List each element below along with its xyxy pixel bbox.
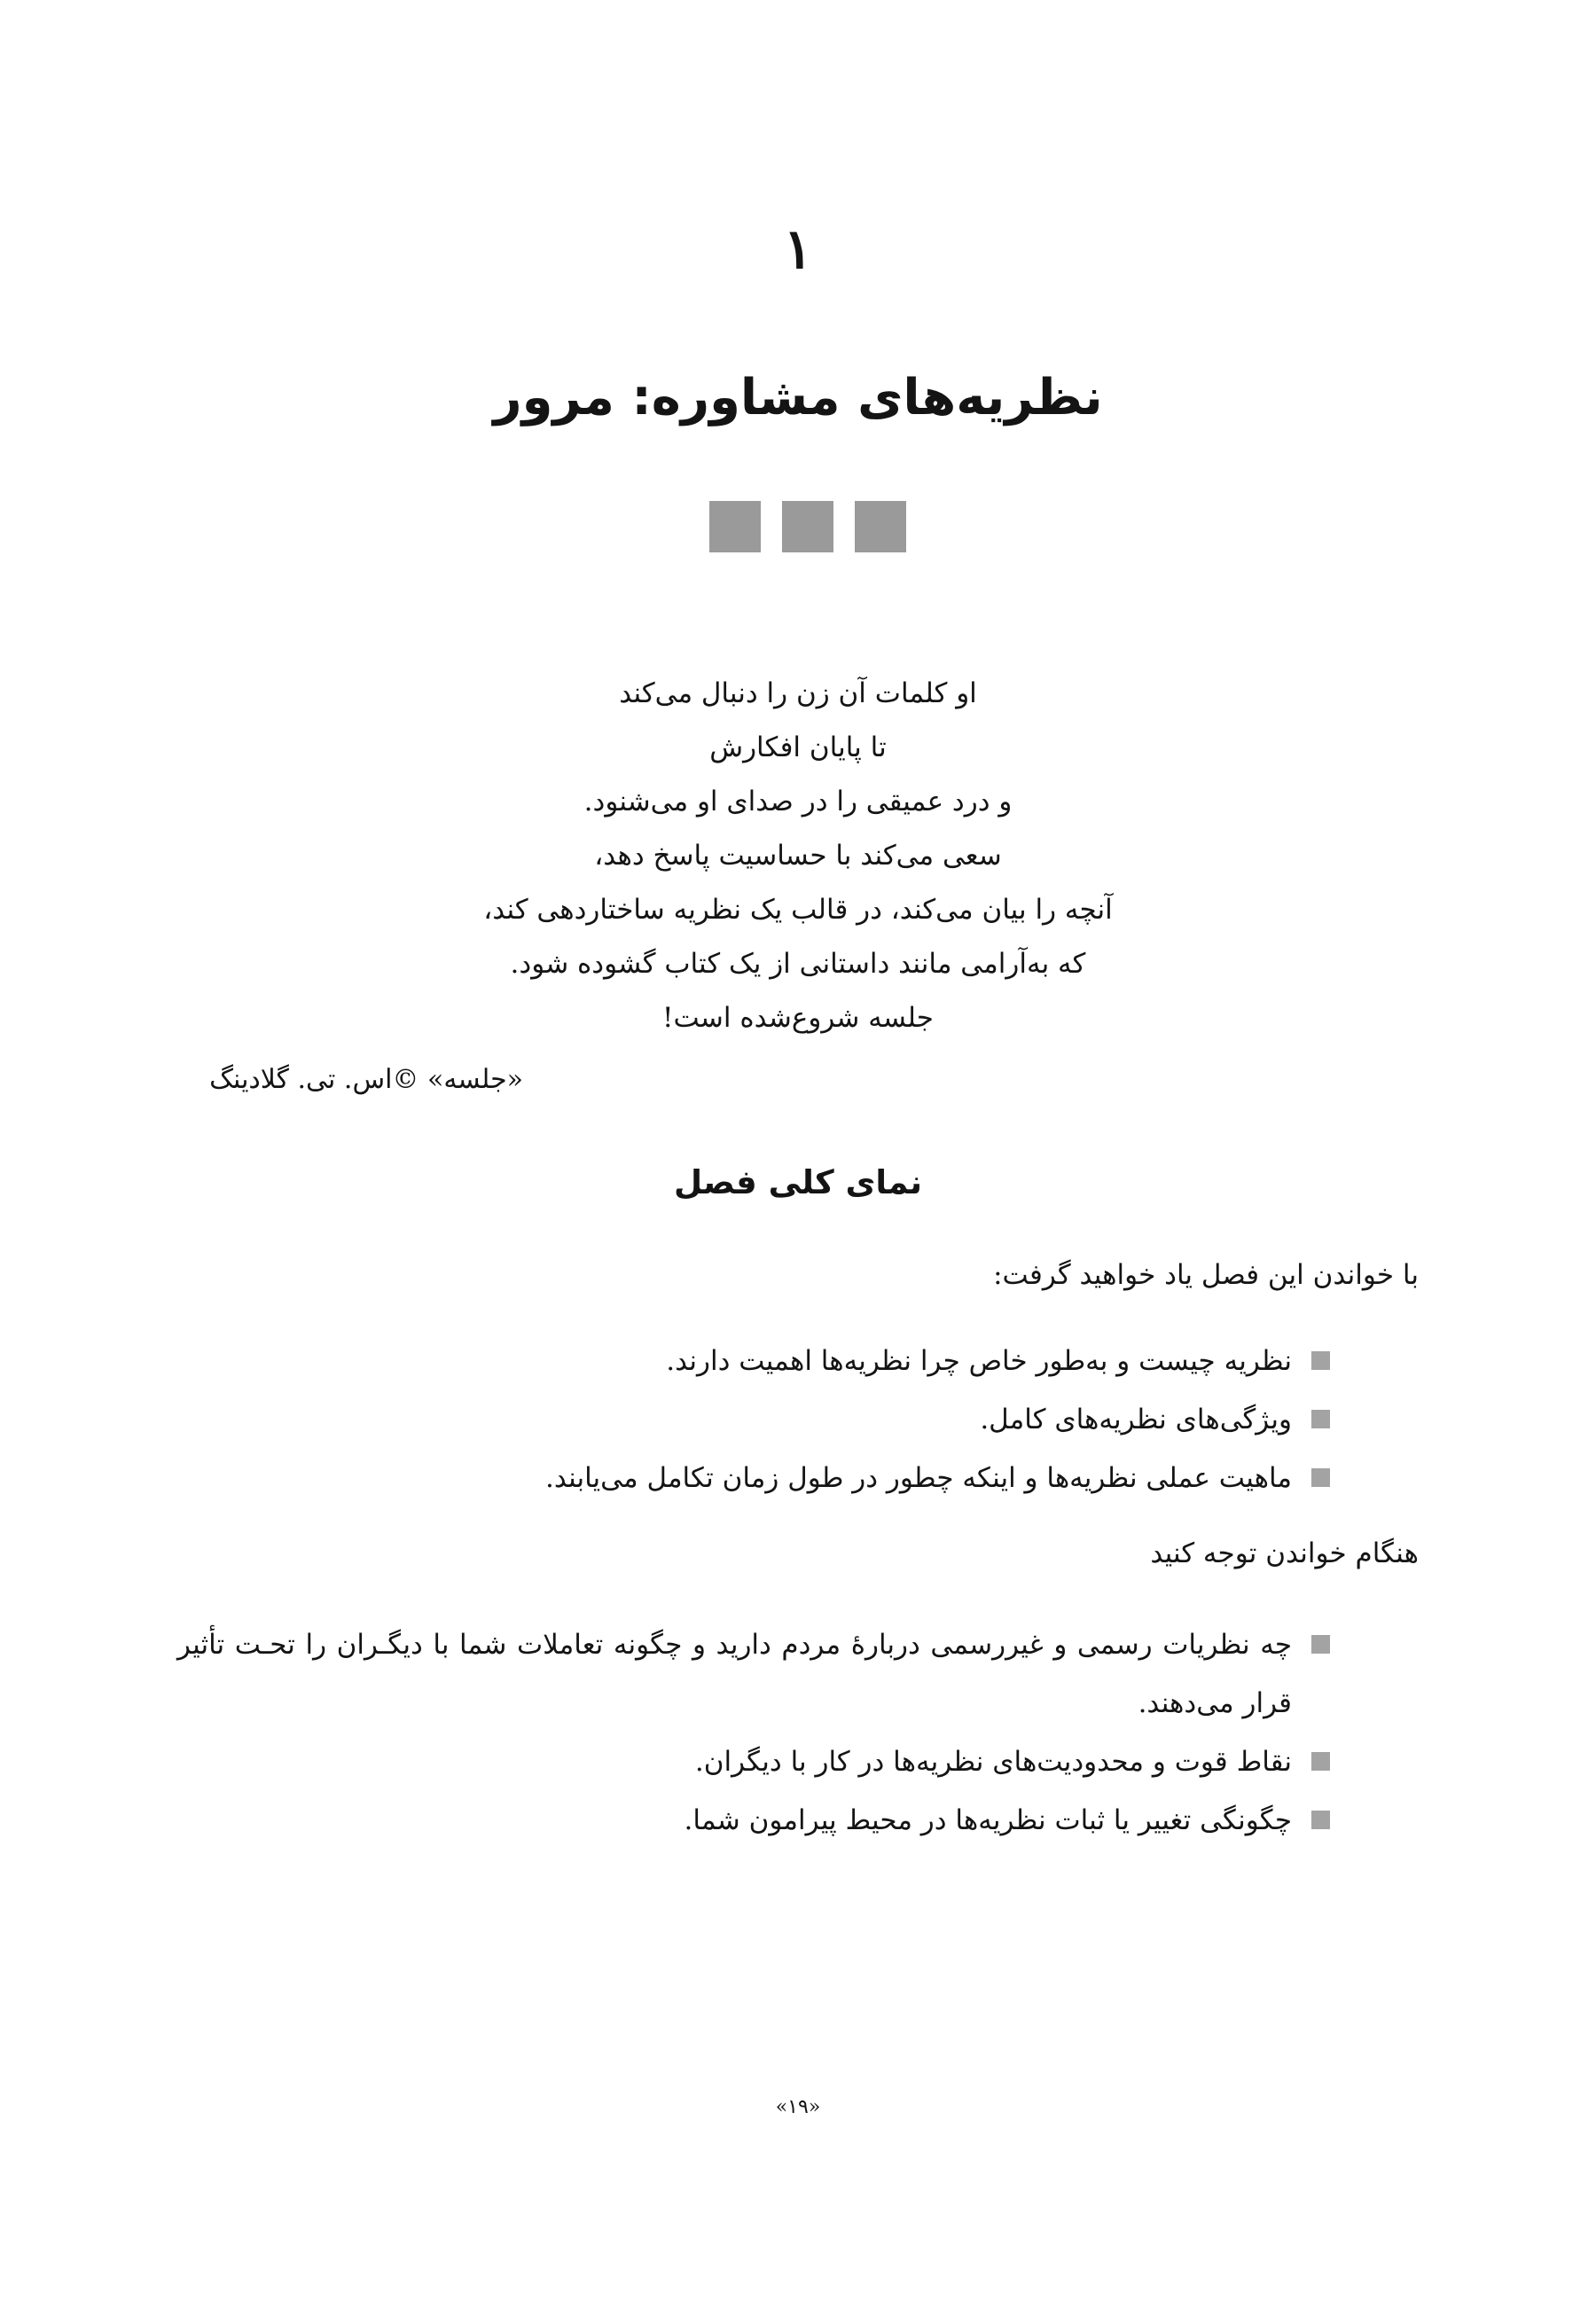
list-item-text: نظریه چیست و به‌طور خاص چرا نظریه‌ها اهمیت دارند. [666, 1345, 1292, 1377]
square-bullet-icon [1311, 1351, 1330, 1370]
learn-intro: با خواندن این فصل یاد خواهید گرفت: [993, 1259, 1419, 1291]
list-item [545, 1449, 1330, 1507]
chapter-title: نظریه‌های مشاوره: مرور [493, 369, 1103, 426]
list-item [177, 1615, 1330, 1733]
list-item-text: ویژگی‌های نظریه‌های کامل. [980, 1404, 1292, 1436]
ornament-square-icon [855, 501, 906, 552]
poem-line: سعی می‌کند با حساسیت پاسخ دهد، [594, 840, 1002, 872]
poem-line: و درد عمیقی را در صدای او می‌شنود. [583, 786, 1013, 818]
section-heading: نمای کلی فصل [673, 1163, 923, 1201]
poem-line: جلسه شروع‌شده است! [662, 1002, 934, 1034]
poem-line: او کلمات آن زن را دنبال می‌کند [619, 677, 977, 709]
consider-intro: هنگام خواندن توجه کنید [1150, 1537, 1419, 1569]
list-item [545, 1390, 1330, 1449]
square-bullet-icon [1311, 1410, 1330, 1428]
poem-line: تا پایان افکارش [709, 731, 887, 763]
chapter-number: ۱ [783, 216, 813, 281]
list-item-text: چه نظریات رسمی و غیررسمی دربارهٔ مردم دارید و چگونه تعاملات شما با دیگـران را تحـت تأثیر قرار می‌دهند. [177, 1629, 1292, 1719]
chapter-ornament [709, 501, 906, 552]
list-item-text: چگونگی تغییر یا ثبات نظریه‌ها در محیط پیرامون شما. [684, 1804, 1292, 1836]
ornament-square-icon [782, 501, 833, 552]
square-bullet-icon [1311, 1811, 1330, 1829]
epigraph-poem [0, 667, 1596, 1045]
ornament-square-icon [709, 501, 761, 552]
square-bullet-icon [1311, 1635, 1330, 1654]
consider-list [177, 1615, 1330, 1850]
list-item-text: نقاط قوت و محدودیت‌های نظریه‌ها در کار با دیگران. [694, 1746, 1292, 1778]
poem-attribution: «جلسه» ©اس. تی. گلادینگ [209, 1064, 523, 1095]
square-bullet-icon [1311, 1468, 1330, 1487]
list-item [177, 1791, 1330, 1850]
list-item [545, 1332, 1330, 1390]
learn-list [545, 1332, 1330, 1507]
page-number: «۱۹» [775, 2096, 821, 2118]
list-item [177, 1733, 1330, 1791]
list-item-text: ماهیت عملی نظریه‌ها و اینکه چطور در طول زمان تکامل می‌یابند. [544, 1462, 1292, 1494]
poem-line: آنچه را بیان می‌کند، در قالب یک نظریه ساختاردهی کند، [483, 894, 1113, 926]
poem-line: که به‌آرامی مانند داستانی از یک کتاب گشوده شود. [510, 948, 1086, 980]
square-bullet-icon [1311, 1752, 1330, 1771]
